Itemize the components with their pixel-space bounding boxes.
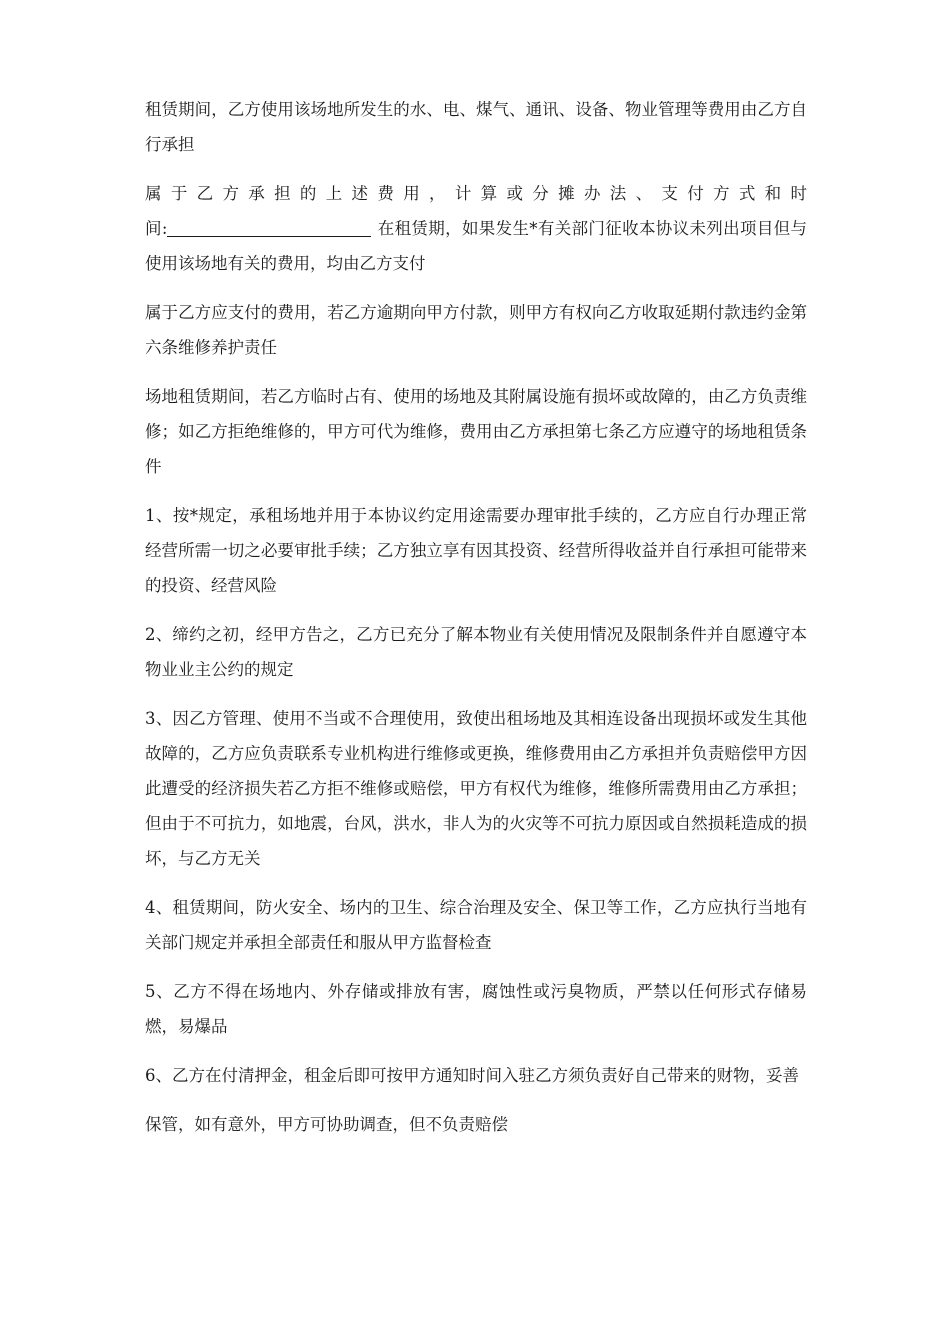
paragraph-fees-borne: 租赁期间，乙方使用该场地所发生的水、电、煤气、通讯、设备、物业管理等费用由乙方自行承担 (145, 100, 807, 154)
paragraph-clause-6: 6、乙方在付清押金，租金后即可按甲方通知时间入驻乙方须负责好自己带来的财物，妥善 (145, 1066, 799, 1085)
paragraph-late-payment: 属于乙方应支付的费用，若乙方逾期向甲方付款，则甲方有权向乙方收取延期付款违约金第六条维修养护责任 (145, 303, 807, 357)
paragraph-clause-2: 2、缔约之初，经甲方告之，乙方已充分了解本物业有关使用情况及限制条件并自愿遵守本物业业主公约的规定 (145, 625, 807, 679)
paragraph-maintenance: 场地租赁期间，若乙方临时占有、使用的场地及其附属设施有损坏或故障的，由乙方负责维修；如乙方拒绝维修的，甲方可代为维修，费用由乙方承担第七条乙方应遵守的场地租赁条件 (145, 387, 807, 476)
fee-calculation-suffix: 在租赁期，如果发生*有关部门征收本协议未列出项目但与使用该场地有关的费用，均由乙方支付 (145, 219, 808, 273)
paragraph-clause-4: 4、租赁期间，防火安全、场内的卫生、综合治理及安全、保卫等工作，乙方应执行当地有关部门规定并承担全部责任和服从甲方监督检查 (145, 898, 807, 952)
paragraph-fee-calculation (145, 176, 807, 281)
paragraph-clause-3: 3、因乙方管理、使用不当或不合理使用，致使出租场地及其相连设备出现损坏或发生其他故障的，乙方应负责联系专业机构进行维修或更换，维修费用由乙方承担并负责赔偿甲方因此遭受的经济损失若乙方拒不维修或赔偿，甲方有权代为维修，维修所需费用由乙方承担；但由于不可抗力，如地震，台风，洪水，非人为的火灾等不可抗力原因或自然损耗造成的损坏，与乙方无关 (145, 709, 807, 868)
fee-calculation-line1: 属于乙方承担的上述费用，计算或分摊办法、支付方式和时 (145, 184, 807, 203)
paragraph-clause-1: 1、按*规定，承租场地并用于本协议约定用途需要办理审批手续的，乙方应自行办理正常经营所需一切之必要审批手续；乙方独立享有因其投资、经营所得收益并自行承担可能带来的投资、经营风险 (145, 506, 807, 595)
fill-in-blank-line (167, 216, 371, 237)
document-body (145, 92, 807, 1156)
fee-calculation-prefix: 间: (145, 219, 168, 238)
paragraph-clause-6-continued: 保管，如有意外，甲方可协助调查，但不负责赔偿 (145, 1115, 508, 1134)
paragraph-clause-5: 5、乙方不得在场地内、外存储或排放有害，腐蚀性或污臭物质，严禁以任何形式存储易燃，易爆品 (145, 982, 807, 1036)
